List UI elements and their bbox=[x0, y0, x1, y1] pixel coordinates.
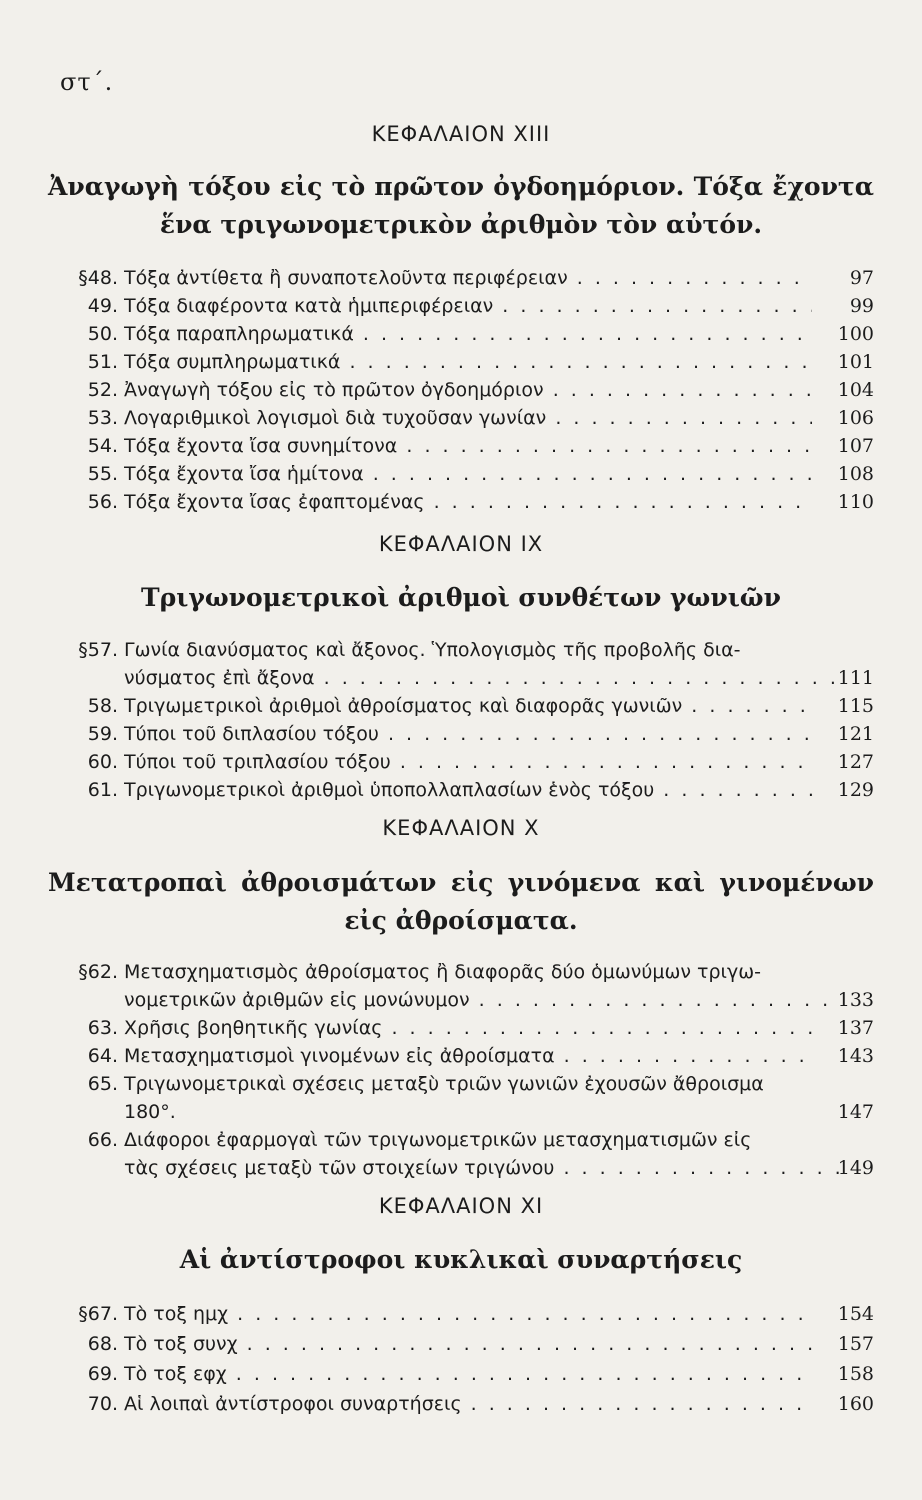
chapter-title: Μετατροπαὶ ἀθροισμάτων εἰς γινόμενα καὶ γινομένων εἰς ἀθροίσματα. bbox=[48, 868, 874, 935]
entry-page: 100 bbox=[837, 323, 874, 345]
entry-page: 108 bbox=[837, 463, 874, 485]
entry-text: Τὸ τοξ εφχ . . . bbox=[124, 1360, 812, 1388]
entry-page: 97 bbox=[849, 267, 874, 289]
toc-entry bbox=[0, 1360, 922, 1390]
entry-number: 53. bbox=[87, 407, 118, 429]
entry-page: 127 bbox=[837, 751, 874, 773]
entry-text: Τριγωνομετρικοὶ ἀριθμοὶ ὑποπολλαπλασίων ἑνὸς τόξου . . . bbox=[124, 776, 812, 804]
entry-number: 69. bbox=[87, 1363, 118, 1385]
entry-page: 160 bbox=[837, 1393, 874, 1415]
toc-entry bbox=[0, 636, 922, 692]
entry-text-line1: Γωνία διανύσματος καὶ ἄξονος. Ὑπολογισμὸς τῆς προβολῆς δια- bbox=[124, 639, 741, 661]
entry-text: Τριγωμετρικοὶ ἀριθμοὶ ἀθροίσματος καὶ διαφορᾶς γωνιῶν . . . bbox=[124, 692, 812, 720]
chapter-section bbox=[0, 118, 922, 516]
entry-number: 61. bbox=[87, 779, 118, 801]
entry-number: 64. bbox=[87, 1045, 118, 1067]
entry-text: Λογαριθμικοὶ λογισμοὶ διὰ τυχοῦσαν γωνίαν . . . bbox=[124, 404, 812, 432]
entry-number: 70. bbox=[87, 1393, 118, 1415]
entry-number: 51. bbox=[87, 351, 118, 373]
entry-page: 129 bbox=[837, 779, 874, 801]
entry-page: 111 bbox=[837, 667, 874, 689]
entry-text-line1: Διάφοροι ἐφαρμογαὶ τῶν τριγωνομετρικῶν μετασχηματισμῶν εἰς bbox=[124, 1129, 752, 1151]
entry-number: 59. bbox=[87, 723, 118, 745]
entry-text bbox=[124, 636, 826, 692]
entry-text bbox=[124, 1126, 826, 1182]
entry-page: 121 bbox=[837, 723, 874, 745]
entry-text: Τὸ τοξ ημχ . . . bbox=[124, 1300, 812, 1328]
entry-text: Τόξα ἀντίθετα ἢ συναποτελοῦντα περιφέρειαν . . . bbox=[124, 264, 812, 292]
entry-text: Αἱ λοιπαὶ ἀντίστροφοι συναρτήσεις . . . bbox=[124, 1390, 812, 1418]
entry-number: 49. bbox=[87, 295, 118, 317]
chapter-label: ΚΕΦΑΛΑΙΟΝ X bbox=[382, 816, 540, 840]
toc-entry bbox=[0, 404, 922, 432]
entry-number: 68. bbox=[87, 1333, 118, 1355]
entry-page: 104 bbox=[837, 379, 874, 401]
toc-entry bbox=[0, 776, 922, 804]
entry-number: 54. bbox=[87, 435, 118, 457]
toc-entry bbox=[0, 1330, 922, 1360]
chapter-title: Αἱ ἀντίστροφοι κυκλικαὶ συναρτήσεις bbox=[179, 1245, 743, 1274]
chapter-label: ΚΕΦΑΛΑΙΟΝ XIII bbox=[371, 122, 551, 146]
entry-number: 52. bbox=[87, 379, 118, 401]
entry-number: 60. bbox=[87, 751, 118, 773]
entry-page: 143 bbox=[837, 1045, 874, 1067]
entry-page: 101 bbox=[837, 351, 874, 373]
page-number: στ΄. bbox=[60, 68, 114, 96]
chapter-section bbox=[0, 528, 922, 804]
entry-text-line2: τὰς σχέσεις μεταξὺ τῶν στοιχείων τριγώνου . . . bbox=[124, 1154, 840, 1182]
entry-text: Τύποι τοῦ τριπλασίου τόξου . . . bbox=[124, 748, 812, 776]
toc-entry bbox=[0, 292, 922, 320]
toc-entry bbox=[0, 1014, 922, 1042]
toc-entry bbox=[0, 692, 922, 720]
chapter-section bbox=[0, 812, 922, 1182]
entry-page: 154 bbox=[837, 1303, 874, 1325]
entry-page: 147 bbox=[837, 1101, 874, 1123]
entry-text: Τὸ τοξ συνχ . . . bbox=[124, 1330, 812, 1358]
entry-text: Τόξα ἔχοντα ἴσα ἡμίτονα . . . bbox=[124, 460, 812, 488]
chapter-section bbox=[0, 1190, 922, 1420]
entry-page: 133 bbox=[837, 989, 874, 1011]
toc-entry bbox=[0, 1300, 922, 1330]
entry-text: Τόξα παραπληρωματικά . . . bbox=[124, 320, 812, 348]
entry-page: 158 bbox=[837, 1363, 874, 1385]
entry-text bbox=[124, 958, 826, 1014]
toc-entry bbox=[0, 720, 922, 748]
toc-entry bbox=[0, 1390, 922, 1420]
entry-page: 157 bbox=[837, 1333, 874, 1355]
toc-entry bbox=[0, 348, 922, 376]
entry-page: 149 bbox=[837, 1157, 874, 1179]
chapter-title: Ἀναγωγὴ τόξου εἰς τὸ πρῶτον ὀγδοημόριον. Τόξα ἔχοντα ἕνα τριγωνομετρικὸν ἀριθμὸν τὸν αὐτόν. bbox=[48, 172, 874, 239]
entry-number: 50. bbox=[87, 323, 118, 345]
entry-text: Τόξα ἔχοντα ἴσας ἐφαπτομένας . . . bbox=[124, 488, 812, 516]
entry-page: 99 bbox=[849, 295, 874, 317]
toc-entry bbox=[0, 1126, 922, 1182]
entry-number: §62. bbox=[78, 961, 118, 983]
entry-text: Μετασχηματισμοὶ γινομένων εἰς ἀθροίσματα . . . bbox=[124, 1042, 812, 1070]
entry-number: §67. bbox=[78, 1303, 118, 1325]
toc-entry bbox=[0, 748, 922, 776]
entry-text-line2: 180°. bbox=[124, 1101, 176, 1123]
toc-entry bbox=[0, 1070, 922, 1126]
entry-text: Τύποι τοῦ διπλασίου τόξου . . . bbox=[124, 720, 812, 748]
entry-page: 106 bbox=[837, 407, 874, 429]
toc-entry bbox=[0, 460, 922, 488]
toc-entry bbox=[0, 376, 922, 404]
toc-entry bbox=[0, 958, 922, 1014]
entry-page: 137 bbox=[837, 1017, 874, 1039]
toc-entry bbox=[0, 320, 922, 348]
entry-text: Τόξα διαφέροντα κατὰ ἡμιπεριφέρειαν . . . bbox=[124, 292, 812, 320]
entry-number: 55. bbox=[87, 463, 118, 485]
chapter-title: Τριγωνομετρικοὶ ἀριθμοὶ συνθέτων γωνιῶν bbox=[141, 583, 781, 612]
entry-text: Τόξα συμπληρωματικά . . . bbox=[124, 348, 812, 376]
chapter-label: ΚΕΦΑΛΑΙΟΝ XI bbox=[378, 1194, 544, 1218]
entry-text-line1: Μετασχηματισμὸς ἀθροίσματος ἢ διαφορᾶς δύο ὁμωνύμων τριγω- bbox=[124, 961, 761, 983]
entry-number: 63. bbox=[87, 1017, 118, 1039]
chapter-label: ΚΕΦΑΛΑΙΟΝ IX bbox=[378, 532, 544, 556]
entry-page: 107 bbox=[837, 435, 874, 457]
toc-entries bbox=[0, 958, 922, 1182]
entry-text-line2: νύσματος ἐπὶ ἄξονα . . . bbox=[124, 664, 840, 692]
entry-text bbox=[124, 1070, 826, 1126]
toc-entry bbox=[0, 488, 922, 516]
toc-entry bbox=[0, 432, 922, 460]
entry-number: 58. bbox=[87, 695, 118, 717]
entry-text-line1: Τριγωνομετρικαὶ σχέσεις μεταξὺ τριῶν γωνιῶν ἐχουσῶν ἄθροισμα bbox=[124, 1073, 764, 1095]
toc-entries bbox=[0, 1300, 922, 1420]
entry-page: 110 bbox=[837, 491, 874, 513]
toc-entry bbox=[0, 264, 922, 292]
entry-text: Χρῆσις βοηθητικῆς γωνίας . . . bbox=[124, 1014, 812, 1042]
entry-number: §57. bbox=[78, 639, 118, 661]
entry-text-line2: νομετρικῶν ἀριθμῶν εἰς μονώνυμον . . . bbox=[124, 986, 840, 1014]
entry-number: 56. bbox=[87, 491, 118, 513]
toc-entries bbox=[0, 264, 922, 516]
entry-text: Τόξα ἔχοντα ἴσα συνημίτονα . . . bbox=[124, 432, 812, 460]
entry-number: 66. bbox=[87, 1129, 118, 1151]
toc-entries bbox=[0, 636, 922, 804]
toc-entry bbox=[0, 1042, 922, 1070]
entry-number: §48. bbox=[78, 267, 118, 289]
entry-number: 65. bbox=[87, 1073, 118, 1095]
entry-text: Ἀναγωγὴ τόξου εἰς τὸ πρῶτον ὀγδοημόριον . . . bbox=[124, 376, 812, 404]
entry-page: 115 bbox=[837, 695, 874, 717]
